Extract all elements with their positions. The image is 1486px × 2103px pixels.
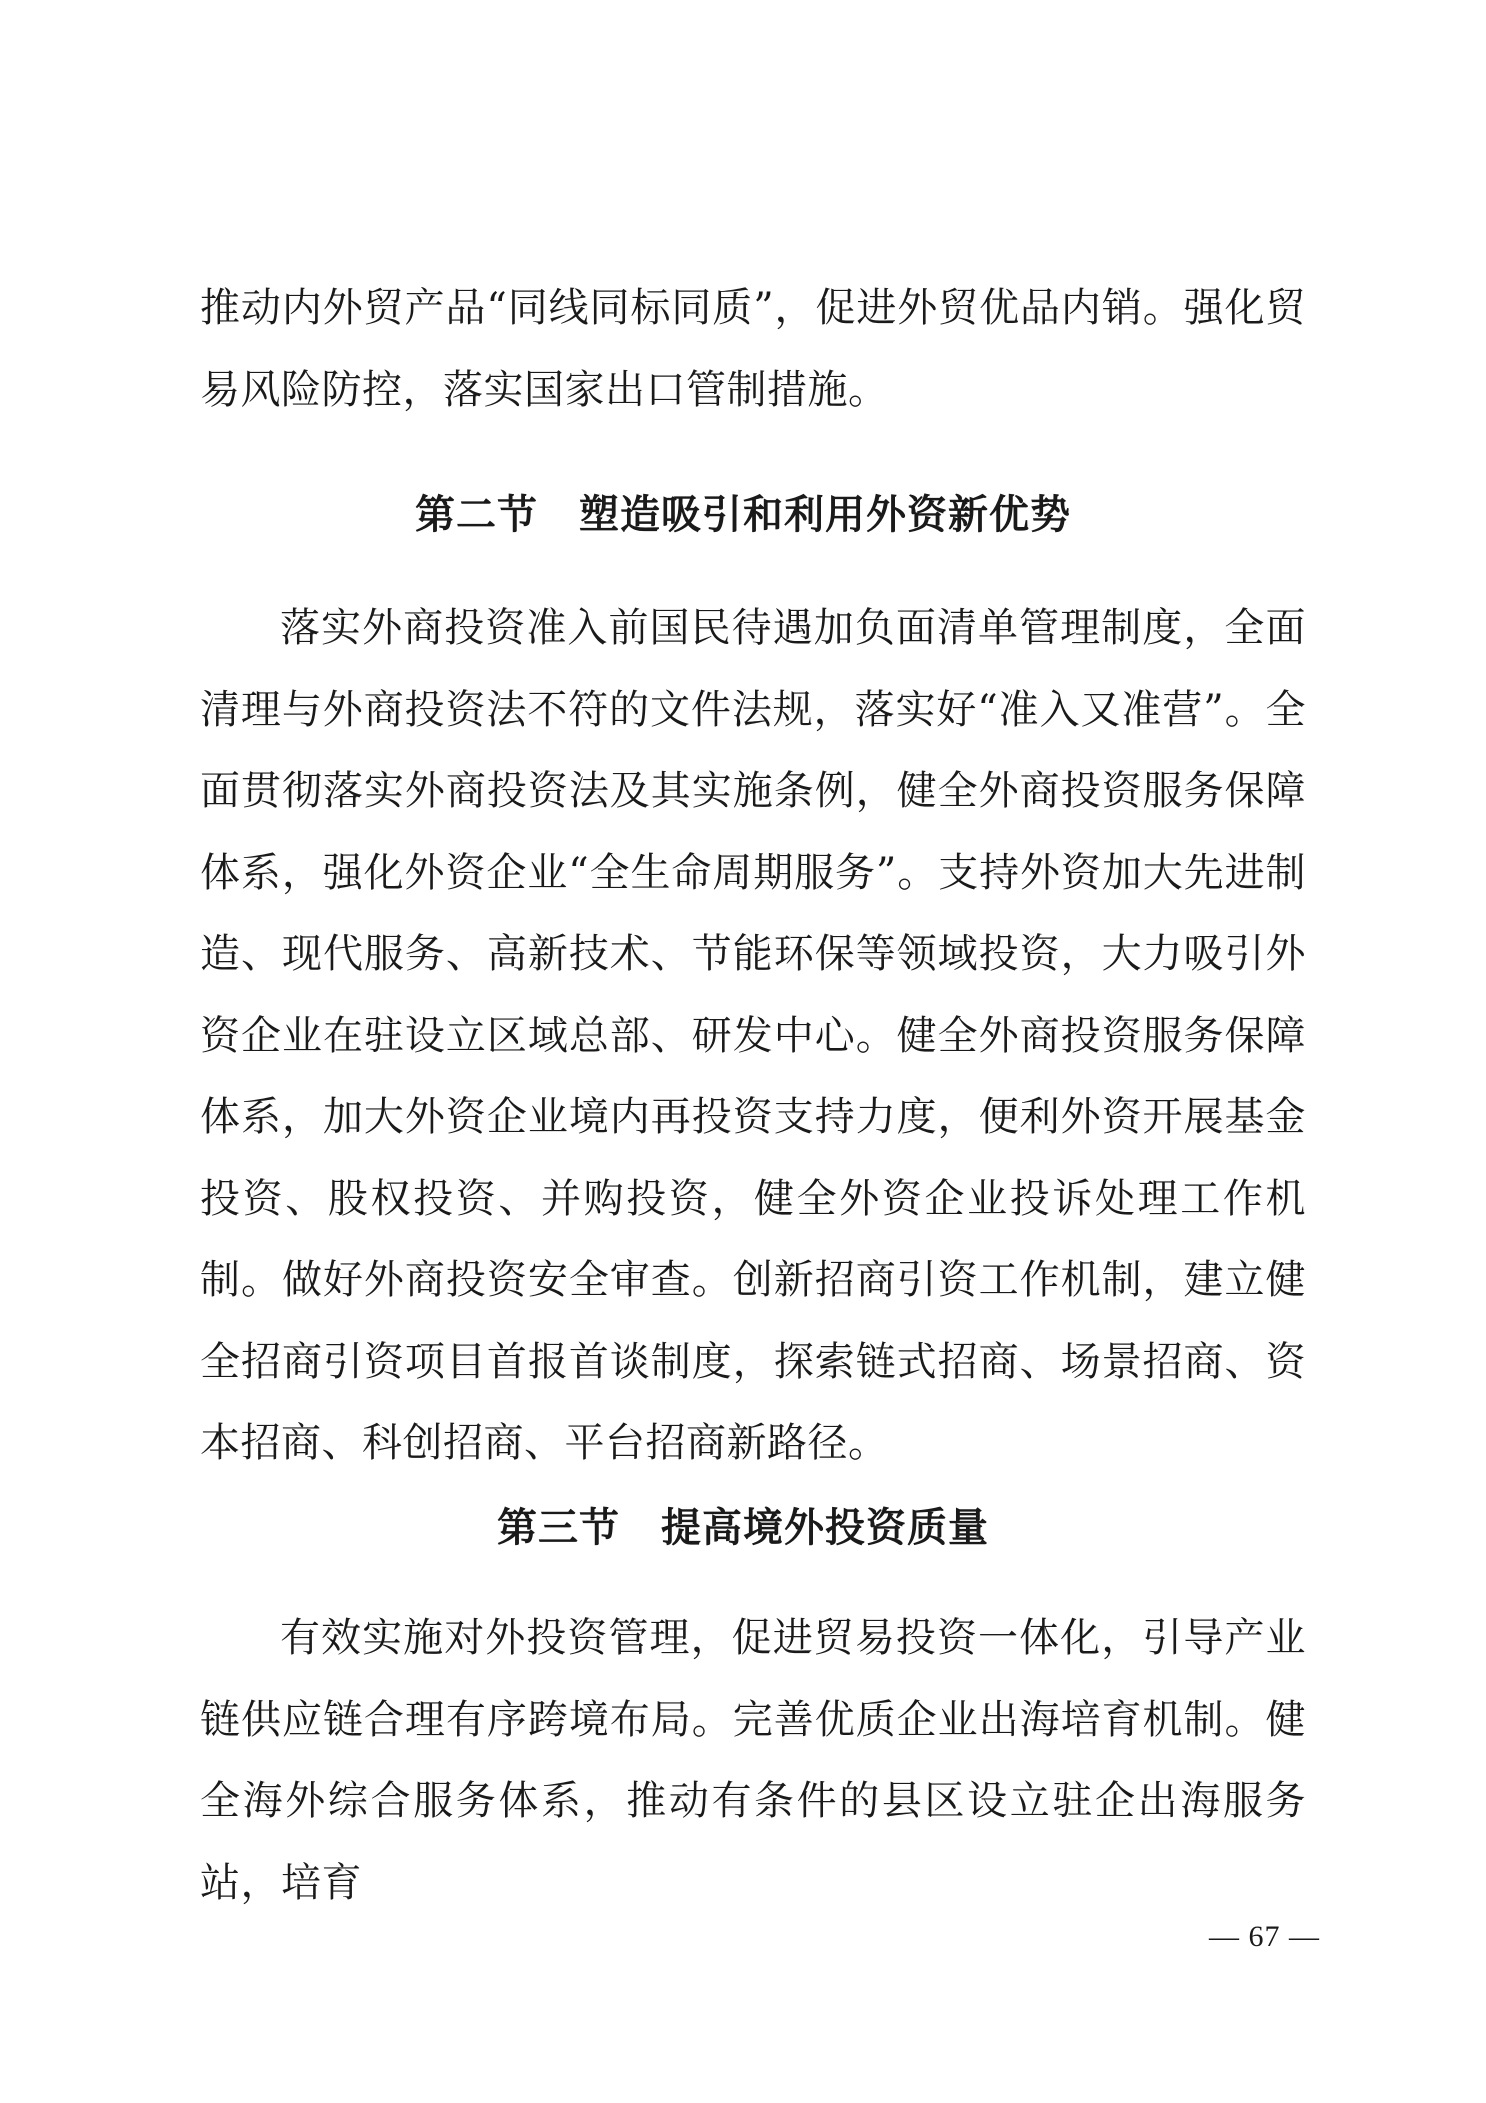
paragraph-foreign-investment: 落实外商投资准入前国民待遇加负面清单管理制度，全面清理与外商投资法不符的文件法规，落实好“准入又准营”。全面贯彻落实外商投资法及其实施条例，健全外商投资服务保障体系，强化外资企业“全生命周期服务”。支持外资加大先进制造、现代服务、高新技术、节能环保等领域投资，大力吸引外资企业在驻设立区域总部、研发中心。健全外商投资服务保障体系，加大外资企业境内再投资支持力度，便利外资开展基金投资、股权投资、并购投资，健全外资企业投诉处理工作机制。做好外商投资安全审查。创新招商引资工作机制，建立健全招商引资项目首报首谈制度，探索链式招商、场景招商、资本招商、科创招商、平台招商新路径。 (200, 605, 1306, 1466)
section-heading-foreign-investment: 第二节 塑造吸引和利用外资新优势 (415, 491, 1071, 538)
page-number: — 67 — (1209, 1920, 1320, 1953)
paragraph-trade-continuation: 推动内外贸产品“同线同标同质”，促进外贸优品内销。强化贸易风险防控，落实国家出口管制措施。 (200, 285, 1306, 413)
paragraph-overseas-investment: 有效实施对外投资管理，促进贸易投资一体化，引导产业链供应链合理有序跨境布局。完善优质企业出海培育机制。健全海外综合服务体系，推动有条件的县区设立驻企出海服务站，培育 (200, 1615, 1306, 1906)
section-heading-overseas-investment: 第三节 提高境外投资质量 (497, 1504, 989, 1551)
